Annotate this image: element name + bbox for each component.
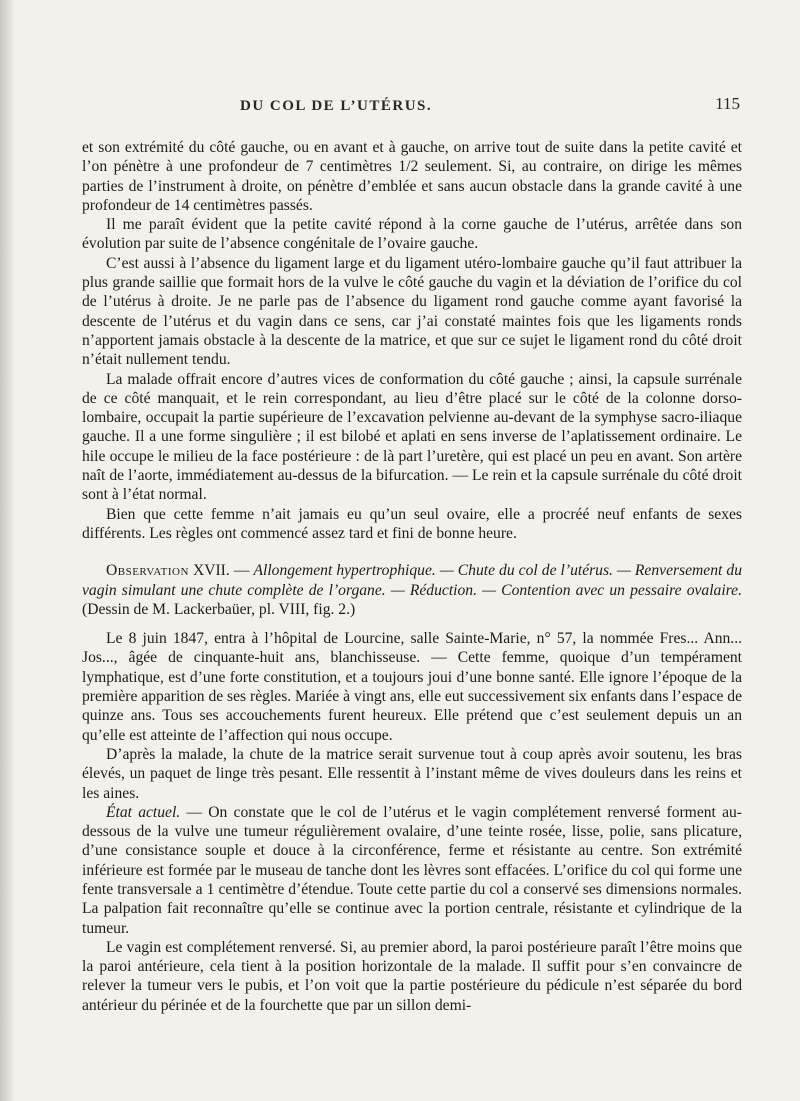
- observation-number: XVII.: [192, 562, 230, 580]
- running-title: DU COL DE L’UTÉRUS.: [240, 98, 433, 114]
- observation-heading: [82, 561, 742, 619]
- page-gutter-shadow: [0, 0, 14, 1101]
- observation-title: Allongement hypertrophique. — Chute du col de l’utérus. — Renversement du vagin simulant une chute complète de l’organe. — Réduction. — Contention avec un pessaire ovalaire.: [82, 562, 742, 599]
- case-paragraph: Le 8 juin 1847, entra à l’hôpital de Lourcine, salle Sainte-Marie, n° 57, la nommée Fres... Ann... Jos..., âgée de cinquante-huit ans, blanchisseuse. — Cette femme, quoique d’un tempérament lymphatique, est d’une forte constitution, et a toujours joui d’une bonne santé. Elle ignore l’époque de la première apparition de ses règles. Mariée à vingt ans, elle eut successivement six enfants dans l’espace de quinze ans. Tous ses accouchements furent heureux. Elle prétend que c’est seulement depuis un an qu’elle est atteinte de l’affection qui nous occupe.: [82, 630, 742, 744]
- main-text: [82, 138, 742, 1015]
- page-number: 115: [715, 94, 740, 113]
- paragraph: C’est aussi à l’absence du ligament large et du ligament utéro-lombaire gauche qu’il faut attribuer la plus grande saillie que formait hors de la vulve le côté gauche du vagin et la déviation de l’orifice du col de l’utérus à droite. Je ne parle pas de l’absence du ligament rond gauche comme ayant favorisé la descente de l’utérus et du vagin dans ce sens, car j’ai constaté maintes fois que les ligaments ronds n’apportent jamais obstacle à la descente de la matrice, et que sur ce sujet le ligament rond du côté droit n’était nullement tendu.: [82, 254, 742, 369]
- spacer: [82, 619, 742, 629]
- page-header: [80, 88, 740, 118]
- observation-dash: —: [229, 562, 254, 580]
- paragraph: Le vagin est complétement renversé. Si, au premier abord, la paroi postérieure paraît l’être moins que la paroi antérieure, cela tient à la position horizontale de la malade. Il suffit pour s’en convaincre de relever la tumeur vers le pubis, et l’on voit que la partie postérieure du pédicule n’est séparée du bord antérieur du périnée et de la fourchette que par un sillon demi-: [82, 938, 742, 1014]
- paragraph: et son extrémité du côté gauche, ou en avant et à gauche, on arrive tout de suite dans la petite cavité et l’on pénètre à une profondeur de 7 centimètres 1/2 seulement. Si, au contraire, on dirige les mêmes parties de l’instrument à droite, on pénètre d’emblée et sans aucun obstacle dans la grande cavité à une profondeur de 14 centimètres passés.: [82, 139, 742, 214]
- paragraph: Il me paraît évident que la petite cavité répond à la corne gauche de l’utérus, arrêtée dans son évolution par suite de l’absence congénitale de l’ovaire gauche.: [82, 216, 742, 253]
- paragraph: Bien que cette femme n’ait jamais eu qu’un seul ovaire, elle a procréé neuf enfants de sexes différents. Les règles ont commencé assez tard et fini de bonne heure.: [82, 505, 742, 542]
- etat-text: — On constate que le col de l’utérus et le vagin complétement renversé forment au-dessous de la vulve une tumeur régulièrement ovalaire, d’une teinte rosée, lisse, polie, sans plicature, d’une consistance souple et douce à la circonférence, ferme et résistante au centre. Son extrémité inférieure est formée par le museau de tanche dont les lèvres sont effacées. L’orifice du col qui forme une fente transversale a 1 centimètre d’étendue. Toute cette partie du col a conservé ses dimensions normales. La palpation fait reconnaître qu’elle se continue avec la portion centrale, résistante et cylindrique de la tumeur.: [82, 803, 742, 937]
- case-paragraph: D’après la malade, la chute de la matrice serait survenue tout à coup après avoir soutenu, les bras élevés, un paquet de linge très pesant. Elle ressentit à l’instant même de vives douleurs dans les reins et les aines.: [82, 745, 742, 802]
- observation-figure-ref: (Dessin de M. Lackerbaüer, pl. VIII, fig. 2.): [82, 600, 356, 618]
- paragraph: La malade offrait encore d’autres vices de conformation du côté gauche ; ainsi, la capsule surrénale de ce côté manquait, et le rein correspondant, au lieu d’être placé sur le côté de la colonne dorso-lombaire, occupait la partie supérieure de l’excavation pelvienne au-devant de la symphyse sacro-iliaque gauche. Il a une forme singulière ; il est bilobé et aplati en sens inverse de l’aplatissement ordinaire. Le hile occupe le milieu de la face postérieure : de là part l’uretère, qui est placé un peu en avant. Son artère naît de l’aorte, immédiatement au-dessus de la bifurcation. — Le rein et la capsule surrénale du côté droit sont à l’état normal.: [82, 370, 742, 504]
- etat-paragraph: [82, 803, 742, 938]
- etat-label: État actuel.: [106, 803, 181, 821]
- observation-label: Observation: [106, 562, 189, 580]
